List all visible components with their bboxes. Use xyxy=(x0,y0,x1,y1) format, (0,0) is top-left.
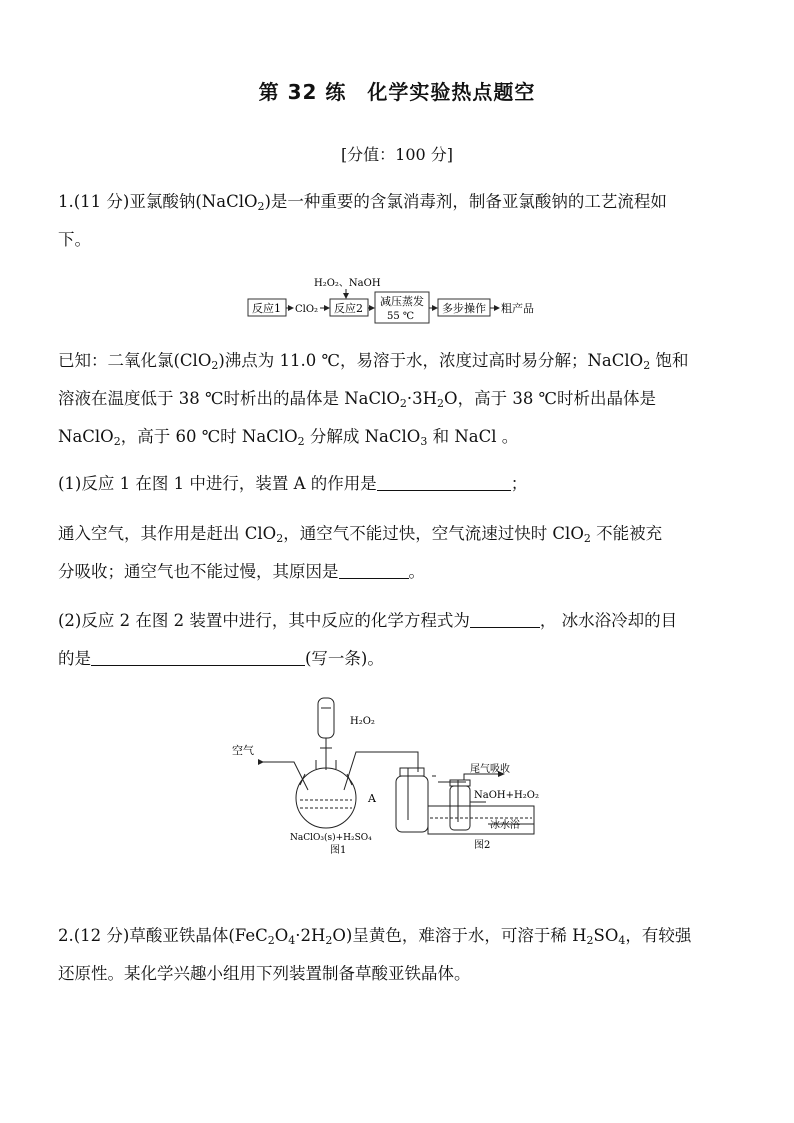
process-flow-diagram xyxy=(240,272,560,326)
q1-intro-text: 1.(11 分)亚氯酸钠(NaClO xyxy=(58,192,258,211)
q1-sub2-line2 xyxy=(58,649,384,669)
subscript: 2 xyxy=(643,359,651,372)
subscript: 2 xyxy=(211,359,219,372)
subscript: 2 xyxy=(583,532,591,545)
q1-sub2-line1 xyxy=(58,611,677,631)
q2-line2: 还原性。某化学兴趣小组用下列装置制备草酸亚铁晶体。 xyxy=(58,964,471,983)
text: ·2H xyxy=(295,926,326,945)
text: NaClO xyxy=(58,427,114,446)
q1-intro-line1 xyxy=(58,192,667,212)
subscript: 4 xyxy=(288,934,296,947)
text: ； xyxy=(510,474,528,493)
text: 溶液在温度低于 38 ℃时析出的晶体是 NaClO xyxy=(58,389,400,408)
q1-air-line2 xyxy=(58,562,425,582)
text: ，通空气不能过快，空气流速过快时 ClO xyxy=(283,524,584,543)
flow-step4: 多步操作 xyxy=(442,302,486,315)
text: 饱和 xyxy=(650,351,689,370)
h2o2-label: H₂O₂ xyxy=(350,716,375,727)
apparatus-figure xyxy=(228,690,548,856)
text: (1)反应 1 在图 1 中进行，装置 A 的作用是 xyxy=(58,474,377,493)
text: 通入空气，其作用是赶出 ClO xyxy=(58,524,277,543)
subscript: 2 xyxy=(586,934,594,947)
text: 不能被充 xyxy=(590,524,663,543)
naoh-h2o2-label: NaOH+H₂O₂ xyxy=(474,790,539,801)
tail-gas-label: 尾气吸收 xyxy=(470,764,510,775)
answer-blank[interactable] xyxy=(470,612,540,628)
fig1-label: 图1 xyxy=(330,845,347,856)
subscript: 4 xyxy=(618,934,626,947)
subscript: 2 xyxy=(257,200,265,213)
q1-known-line1 xyxy=(58,351,688,371)
q2-line1 xyxy=(58,926,691,946)
answer-blank[interactable] xyxy=(377,475,511,491)
q1-air-line1 xyxy=(58,524,662,544)
ice-bath-label: 冰水浴 xyxy=(490,820,520,831)
answer-blank[interactable] xyxy=(339,563,409,579)
answer-blank[interactable] xyxy=(91,650,305,666)
fig2-label: 图2 xyxy=(474,840,491,851)
subscript: 2 xyxy=(399,397,407,410)
text: 。 xyxy=(408,562,425,581)
text: O)呈黄色，难溶于水，可溶于稀 H xyxy=(332,926,587,945)
label-a: A xyxy=(368,792,376,805)
text: 和 NaCl 。 xyxy=(427,427,519,446)
subscript: 2 xyxy=(297,435,305,448)
subscript: 2 xyxy=(276,532,284,545)
subscript: 3 xyxy=(420,435,428,448)
q1-intro-text-rest: )是一种重要的含氯消毒剂，制备亚氯酸钠的工艺流程如 xyxy=(264,192,667,211)
score-note: [分值：100 分] xyxy=(340,145,454,164)
q1-intro-line2: 下。 xyxy=(58,230,91,249)
text: ·3H xyxy=(406,389,438,408)
q1-known-line2 xyxy=(58,389,656,409)
dropping-funnel xyxy=(318,698,334,738)
flow-product: 粗产品 xyxy=(501,302,534,315)
text: 已知：二氧化氯(ClO xyxy=(58,351,212,370)
text: (写一条)。 xyxy=(305,649,384,668)
text: ，高于 60 ℃时 NaClO xyxy=(120,427,298,446)
page-title: 第 32 练 化学实验热点题空 xyxy=(258,80,536,104)
bottle-a xyxy=(396,776,428,832)
round-bottom-flask xyxy=(296,768,356,828)
flow-step3a: 减压蒸发 xyxy=(380,295,424,308)
text: ， 冰水浴冷却的目 xyxy=(539,611,678,630)
subscript: 2 xyxy=(267,934,275,947)
flask-reactants-label: NaClO₃(s)+H₂SO₄ xyxy=(290,833,372,843)
q1-known-line3 xyxy=(58,427,518,447)
text: 分吸收；通空气也不能过慢，其原因是 xyxy=(58,562,339,581)
text: O，高于 38 ℃时析出晶体是 xyxy=(444,389,657,408)
subscript: 2 xyxy=(325,934,333,947)
text: O xyxy=(274,926,289,945)
subscript: 2 xyxy=(113,435,121,448)
flow-reagents: H₂O₂、NaOH xyxy=(314,278,381,289)
flow-step3b: 55 ℃ xyxy=(387,311,415,322)
text: 的是 xyxy=(58,649,91,668)
text: 2.(12 分)草酸亚铁晶体(FeC xyxy=(58,926,268,945)
text: (2)反应 2 在图 2 装置中进行，其中反应的化学方程式为 xyxy=(58,611,470,630)
flow-step2: 反应2 xyxy=(334,302,363,315)
test-tube xyxy=(450,786,470,830)
text: 分解成 NaClO xyxy=(304,427,421,446)
text: SO xyxy=(593,926,619,945)
air-label: 空气 xyxy=(232,744,254,757)
text: ，有较强 xyxy=(625,926,692,945)
text: )沸点为 11.0 ℃，易溶于水，浓度过高时易分解；NaClO xyxy=(218,351,644,370)
flow-clo2: ClO₂ xyxy=(295,304,319,315)
q1-sub1 xyxy=(58,474,527,494)
subscript: 2 xyxy=(437,397,445,410)
flow-step1: 反应1 xyxy=(252,302,281,315)
